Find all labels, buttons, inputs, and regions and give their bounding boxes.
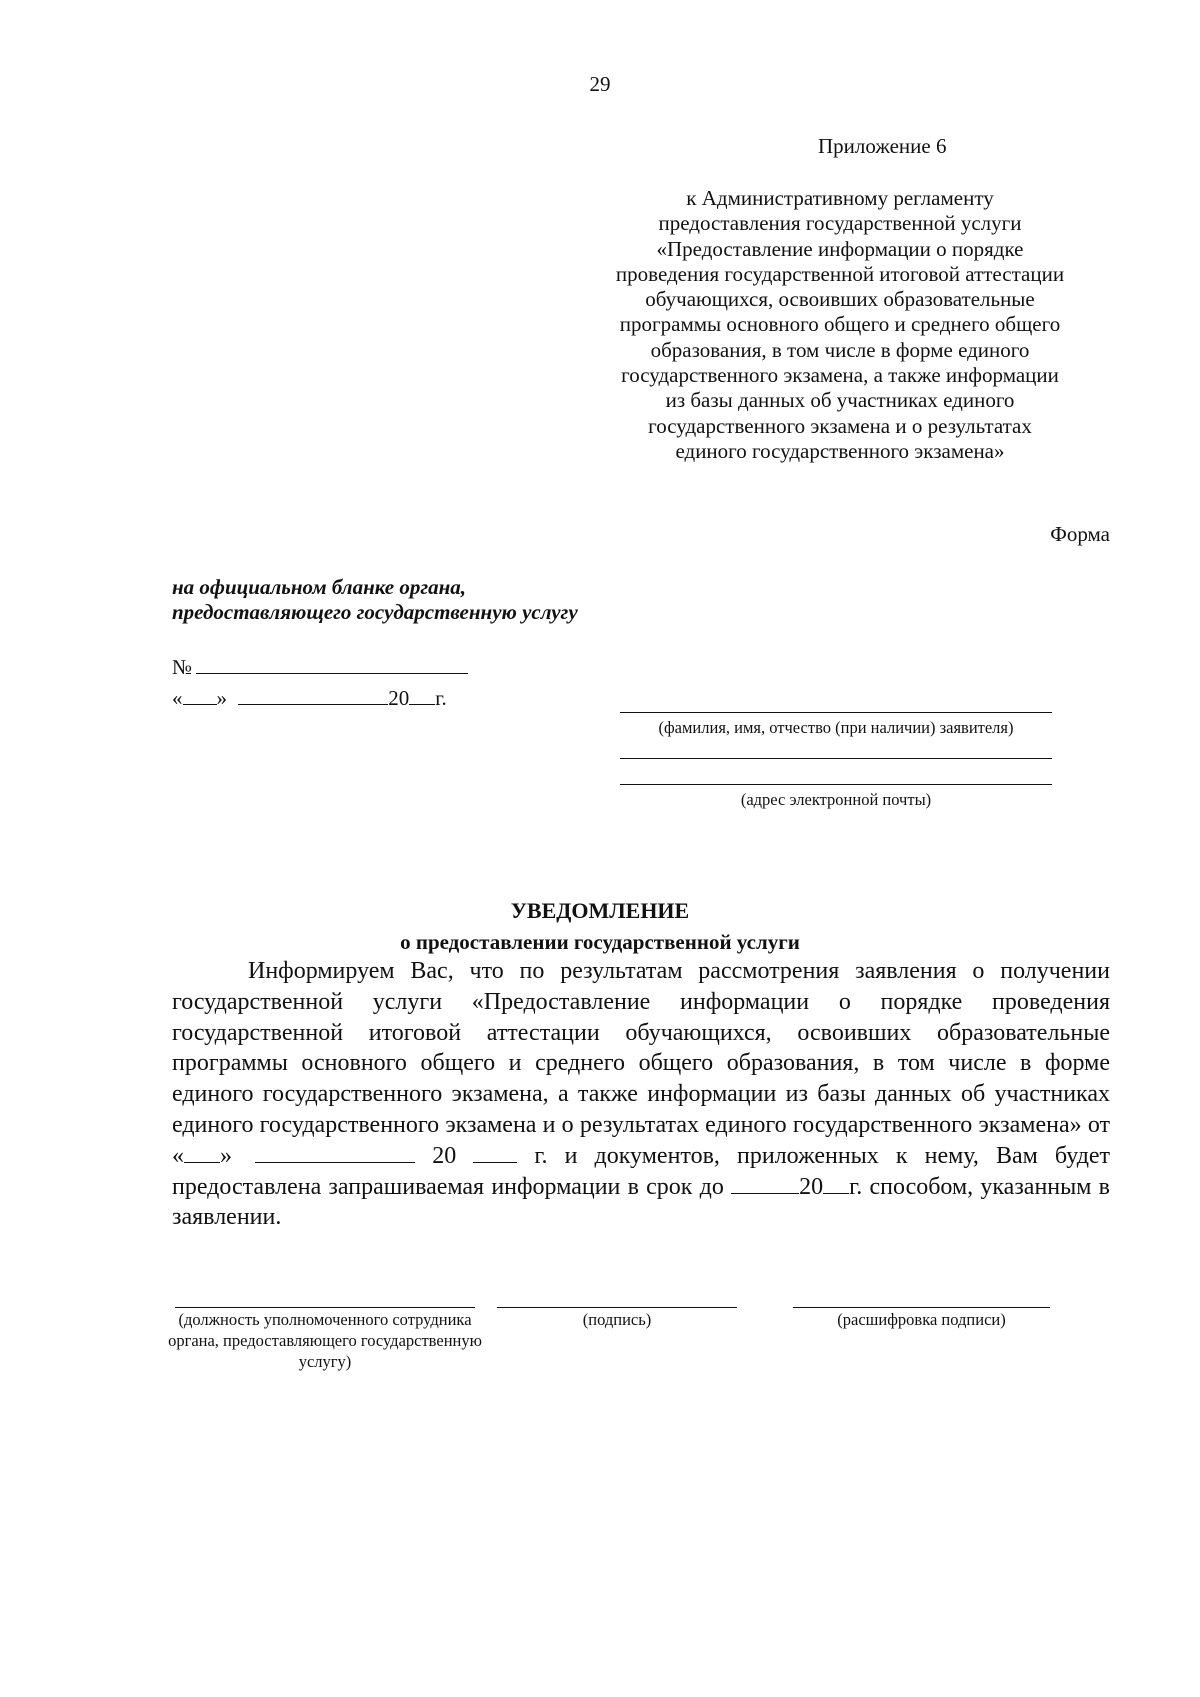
notice-month-blank [255, 1142, 415, 1163]
appendix-label: Приложение 6 [818, 134, 947, 158]
date-quote-open: « [172, 686, 183, 710]
deadline-blank [731, 1173, 799, 1194]
notice-body-text: 20 [799, 1173, 824, 1200]
year-prefix: 20 [388, 686, 410, 710]
notice-body-text: г. и документов, приложенных к нему, Вам будет предоставлена запрашиваемая информации в срок до [172, 1142, 1111, 1200]
regulation-line: проведения государственной итоговой аттестации [615, 261, 1065, 286]
regulation-line: единого государственного экзамена» [675, 438, 1005, 463]
form-label: Форма [1050, 522, 1110, 546]
deadline-year-blank [823, 1173, 849, 1194]
document-number-field [172, 655, 468, 680]
decoding-line [793, 1307, 1050, 1308]
year-blank [409, 686, 435, 705]
document-date-field [172, 686, 447, 711]
regulation-reference [570, 186, 1110, 464]
notice-year-blank [473, 1142, 517, 1163]
signature-line [497, 1307, 737, 1308]
notice-day-blank [184, 1142, 220, 1163]
day-blank [183, 686, 217, 705]
year-suffix: г. [435, 686, 447, 710]
regulation-line: «Предоставление информации о порядке [656, 236, 1024, 261]
regulation-line: образования, в том числе в форме единого [650, 337, 1030, 362]
regulation-line: из базы данных об участниках единого [665, 388, 1015, 413]
position-caption: (должность уполномоченного сотрудника органа, предоставляющего государственную услугу) [168, 1310, 482, 1371]
notice-body-text: г. способом, указанным в заявлении. [172, 1173, 1111, 1231]
number-sign: № [172, 655, 193, 679]
notice-subtitle: о предоставлении государственной услуги [400, 930, 800, 954]
applicant-name-line [620, 712, 1052, 713]
notice-body-text: » [220, 1142, 232, 1169]
notice-body-text: 20 [432, 1142, 457, 1169]
email-line [620, 784, 1052, 785]
notice-body [172, 956, 1110, 1233]
regulation-line: предоставления государственной услуги [658, 211, 1022, 236]
position-line [175, 1307, 475, 1308]
regulation-line: к Административному регламенту [686, 186, 994, 210]
email-caption: (адрес электронной почты) [740, 790, 932, 809]
month-blank [238, 686, 388, 705]
notice-body-text: Информируем Вас, что по результатам рассмотрения заявления о получении государственной услуги «Предоставление информации о порядке проведения государственной итоговой аттестации обучающихся, освоивших образовательные программы основного общего и среднего общего образования, в том числе в форме единого государственного экзамена, а также информации из базы данных об участниках единого государственного экзамена и о результатах единого государственного экзамена» от « [172, 958, 1110, 1169]
date-quote-close: » [216, 686, 227, 710]
notice-title: УВЕДОМЛЕНИЕ [510, 898, 690, 923]
page-number: 29 [589, 72, 611, 96]
regulation-line: государственного экзамена и о результатах [648, 413, 1032, 438]
number-blank [196, 655, 468, 674]
regulation-line: программы основного общего и среднего общего [619, 312, 1061, 337]
regulation-line: обучающихся, освоивших образовательные [645, 287, 1035, 312]
decoding-caption: (расшифровка подписи) [837, 1310, 1006, 1329]
letterhead-note: на официальном бланке органа, предоставляющего государственную услугу [172, 575, 578, 624]
applicant-name-caption: (фамилия, имя, отчество (при наличии) заявителя) [658, 718, 1014, 737]
applicant-extra-line [620, 758, 1052, 759]
signature-caption: (подпись) [582, 1310, 652, 1329]
regulation-line: государственного экзамена, а также информации [621, 363, 1059, 388]
